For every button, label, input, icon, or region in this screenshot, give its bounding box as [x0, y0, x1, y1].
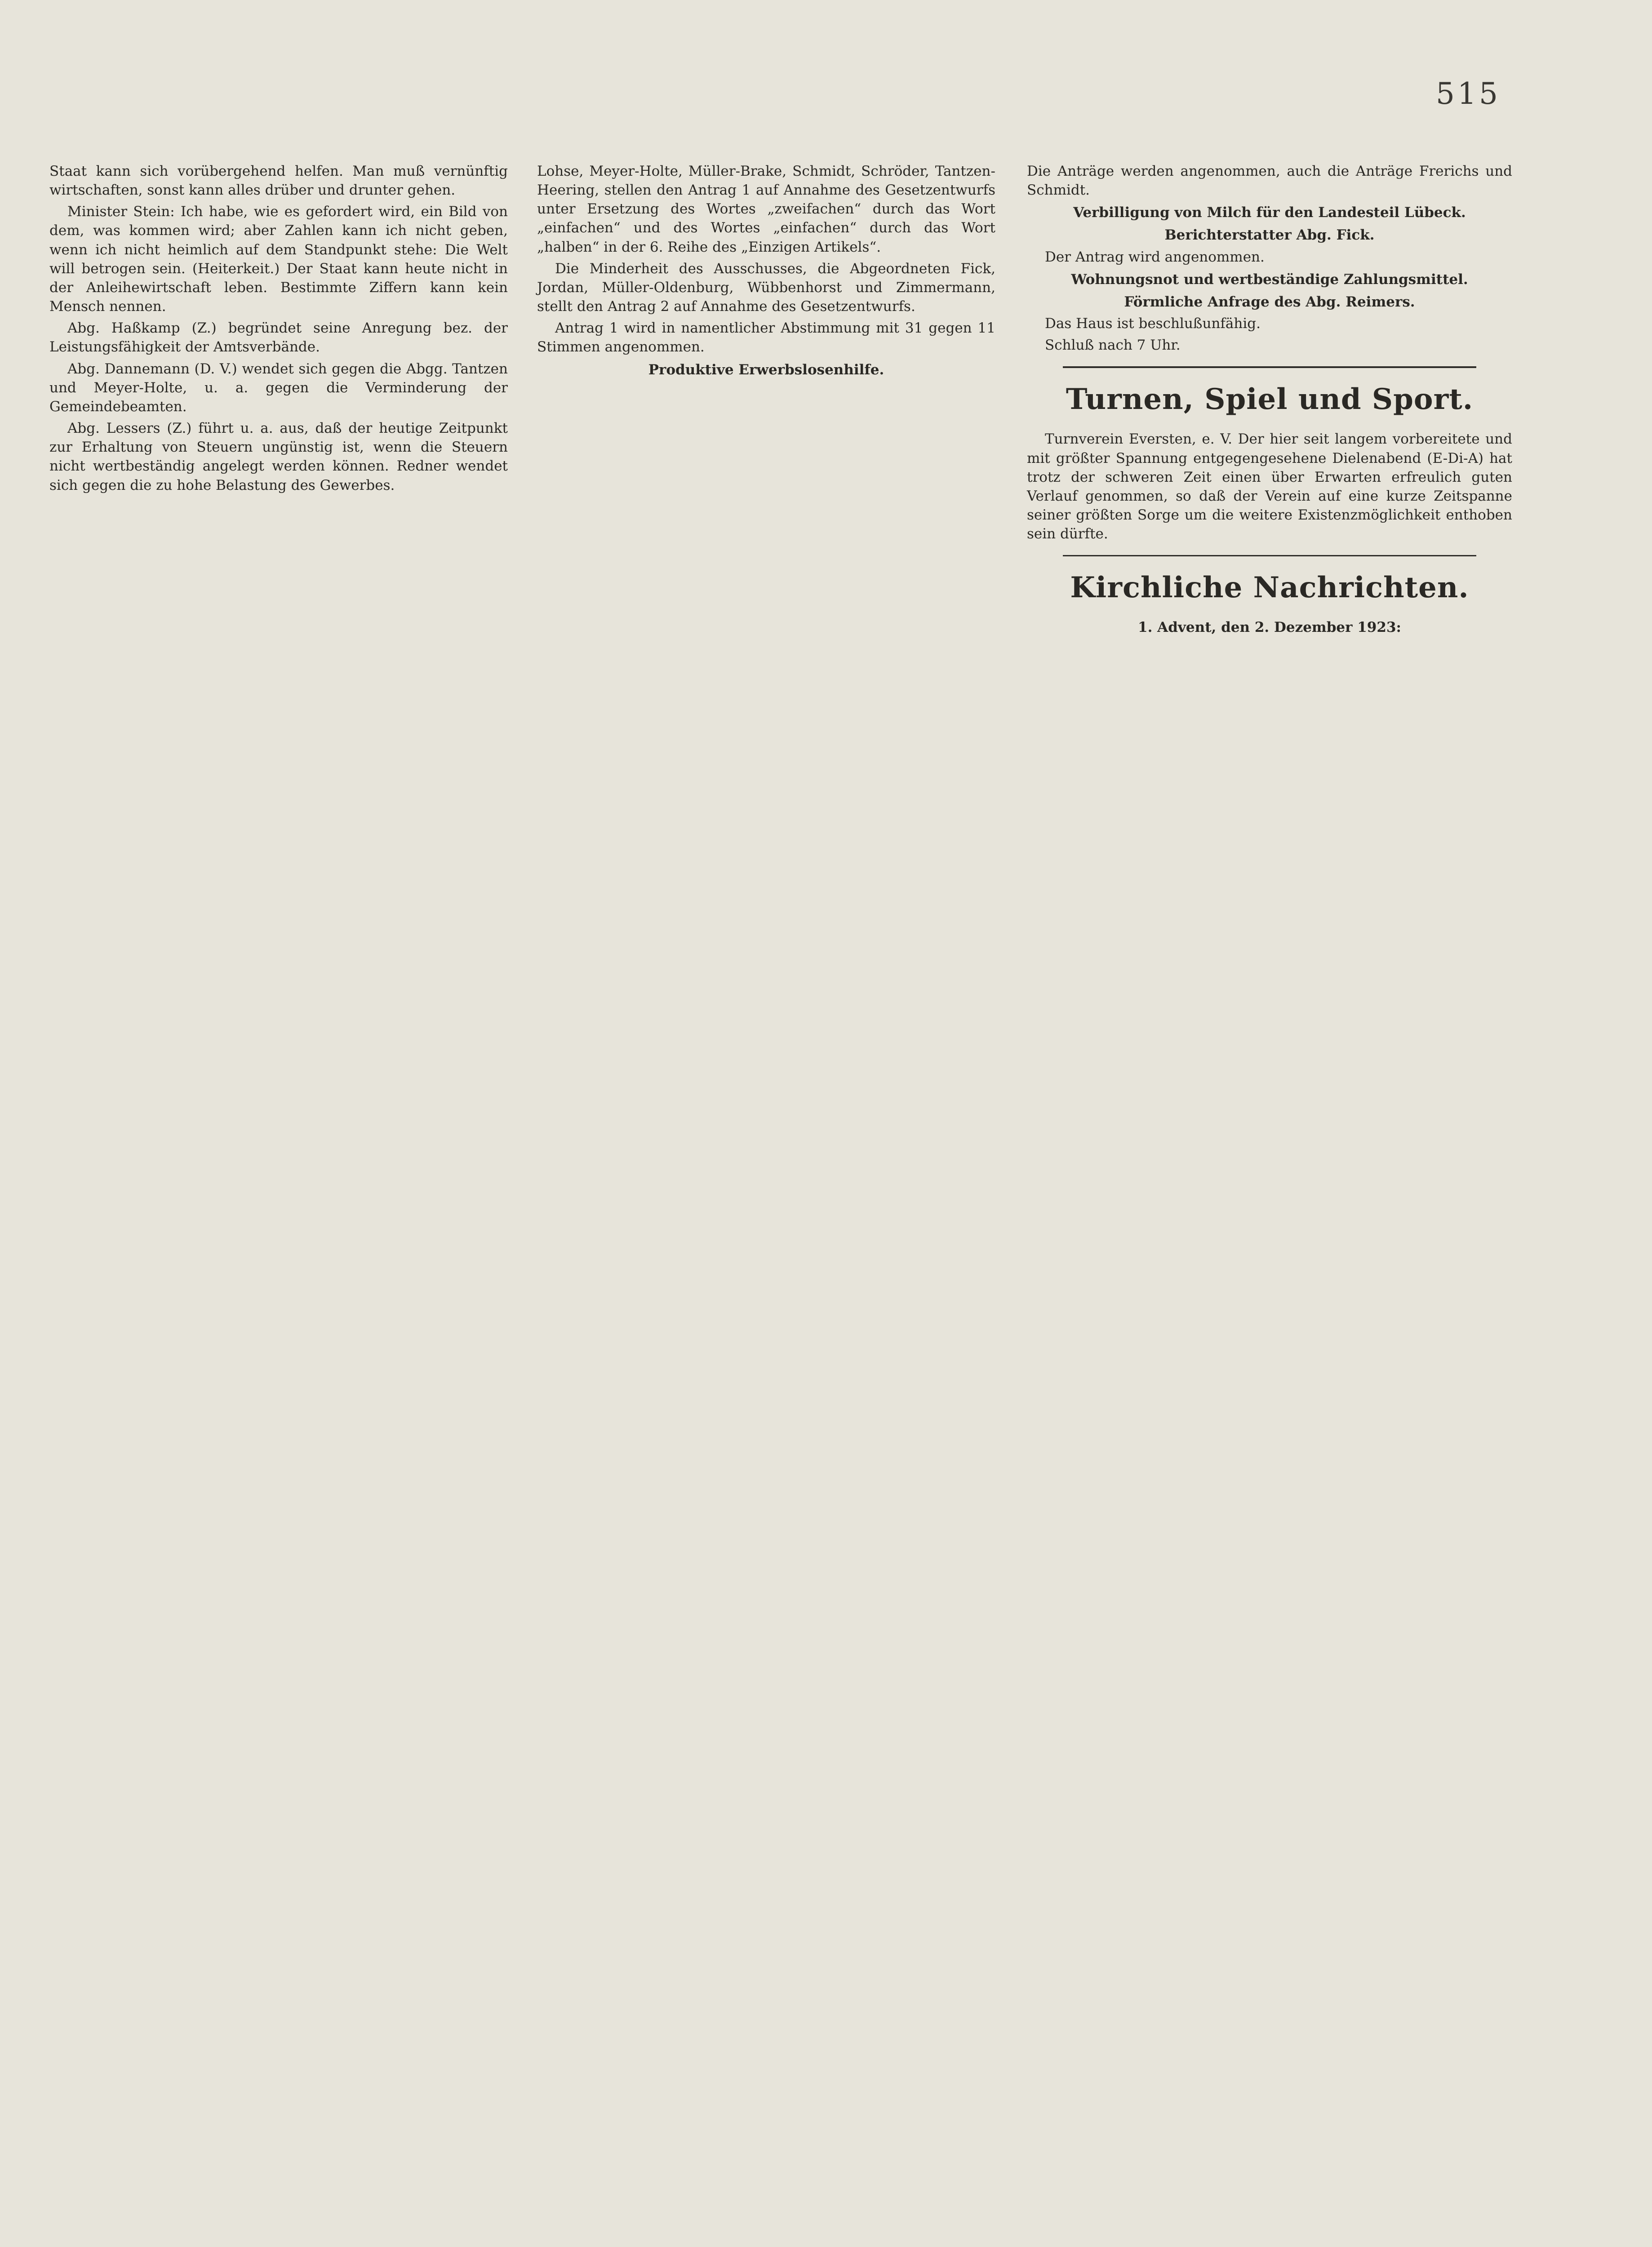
- article-paragraph: Lohse, Meyer-Holte, Müller-Brake, Schmidt, Schröder, Tantzen-Heering, stellen den Antrag 1 auf Annahme des Gesetzentwurfs unter Ersetzung des Wortes „zweifachen“ durch das Wort „einfachen“ und des Wortes „einfachen“ durch das Wort „halben“ in der 6. Reihe des „Einzigen Artikels“.: [537, 163, 995, 255]
- article-paragraph: Schluß nach 7 Uhr.: [1045, 337, 1181, 354]
- article-paragraph: Die Anträge werden angenommen, auch die Anträge Frerichs und Schmidt.: [1027, 163, 1512, 199]
- article-paragraph: Abg. Haßkamp (Z.) begründet seine Anregung bez. der Leistungsfähigkeit der Amtsverbände.: [49, 320, 508, 355]
- section-subheading: Förmliche Anfrage des Abg. Reimers.: [1124, 293, 1415, 310]
- section-subheading: Produktive Erwerbslosenhilfe.: [648, 361, 884, 378]
- article-paragraph: Minister Stein: Ich habe, wie es gefordert wird, ein Bild von dem, was kommen wird; aber Zahlen kann ich nicht geben, wenn ich nicht heimlich auf dem Standpunkt stehe: Die Welt will betrogen sein. (Heiterkeit.) Der Staat kann heute nicht in der Anleihewirtschaft leben. Bestimmte Ziffern kann kein Mensch nennen.: [49, 204, 508, 315]
- section-subheading: Berichterstatter Abg. Fick.: [1164, 227, 1375, 244]
- article-paragraph: Abg. Dannemann (D. V.) wendet sich gegen die Abgg. Tantzen und Meyer-Holte, u. a. gegen die Verminderung der Gemeindebeamten.: [49, 360, 508, 415]
- section-subheading: Wohnungsnot und wertbeständige Zahlungsmittel.: [1071, 271, 1468, 288]
- section-subheading: 1. Advent, den 2. Dezember 1923:: [1138, 619, 1401, 636]
- section-subheading: Verbilligung von Milch für den Landesteil Lübeck.: [1073, 204, 1466, 221]
- sport-section-body: [1027, 430, 1512, 543]
- article-paragraph: Der Antrag wird angenommen.: [1045, 249, 1265, 265]
- church-section-body: [1027, 618, 1512, 637]
- article-paragraph: Antrag 1 wird in namentlicher Abstimmung mit 31 gegen 11 Stimmen angenommen.: [537, 320, 995, 355]
- page-number: 515: [1436, 76, 1501, 111]
- column-3: [1027, 162, 1512, 640]
- column-3-main: [1027, 162, 1512, 355]
- column-2: [537, 162, 995, 382]
- column-1: [49, 162, 508, 497]
- sport-section-title: Turnen, Spiel und Sport.: [1066, 382, 1474, 417]
- section-divider: [1063, 555, 1476, 556]
- article-paragraph: Das Haus ist beschlußunfähig.: [1045, 315, 1261, 332]
- article-paragraph: Turnverein Eversten, e. V. Der hier seit langem vorbereitete und mit größter Spannung entgegengesehene Dielenabend (E-Di-A) hat trotz der schweren Zeit einen über Erwarten erfreulich guten Verlauf genommen, so daß der Verein auf eine kurze Zeitspanne seiner größten Sorge um die weitere Existenzmöglichkeit enthoben sein dürfte.: [1027, 431, 1512, 542]
- article-paragraph: Abg. Lessers (Z.) führt u. a. aus, daß der heutige Zeitpunkt zur Erhaltung von Steuern ungünstig ist, wenn die Steuern nicht wertbeständig angelegt werden können. Redner wendet sich gegen die zu hohe Belastung des Gewerbes.: [49, 420, 508, 493]
- section-divider: [1063, 366, 1476, 368]
- article-paragraph: Staat kann sich vorübergehend helfen. Man muß vernünftig wirtschaften, sonst kann alles drüber und drunter gehen.: [49, 163, 508, 199]
- article-paragraph: Die Minderheit des Ausschusses, die Abgeordneten Fick, Jordan, Müller-Oldenburg, Wübbenhorst und Zimmermann, stellt den Antrag 2 auf Annahme des Gesetzentwurfs.: [537, 260, 995, 315]
- church-section-title: Kirchliche Nachrichten.: [1070, 571, 1469, 605]
